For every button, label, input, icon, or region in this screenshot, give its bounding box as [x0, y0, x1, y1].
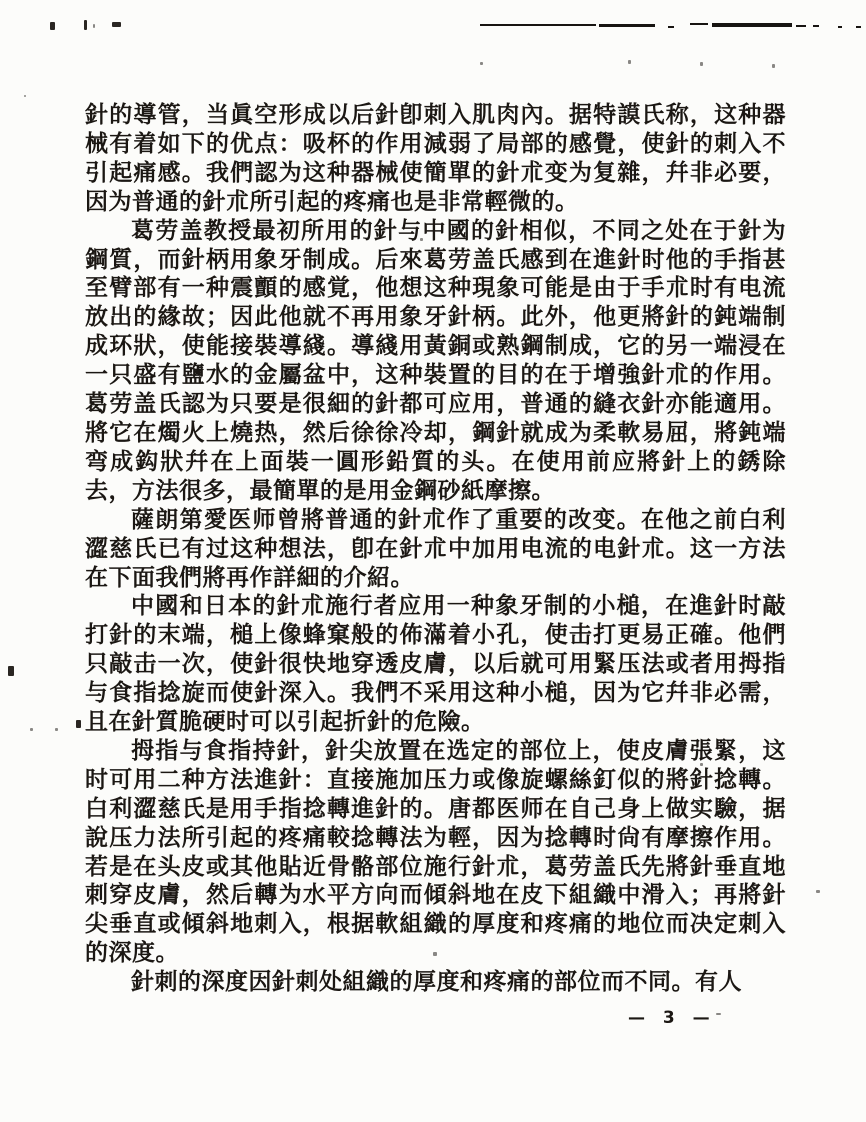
page-number: — 3 — — [628, 1008, 716, 1028]
scan-line-artifact — [712, 23, 792, 27]
scan-speck — [8, 666, 14, 676]
scan-speck — [816, 890, 820, 893]
scan-line-artifact — [480, 24, 596, 26]
scan-speck — [76, 720, 81, 728]
scan-speck — [772, 64, 775, 68]
paragraph: 針刺的深度因針刺处組織的厚度和疼痛的部位而不同。有人 — [131, 969, 742, 996]
scan-line-artifact — [668, 26, 674, 28]
paragraph: 薩朗第愛医师曾將普通的針朮作了重要的改变。在他之前白利澀慈氏已有过这种想法，卽在針朮中加用电流的电針朮。这一方法在下面我們將再作詳細的介紹。 — [85, 506, 786, 591]
scan-line-artifact — [813, 25, 819, 27]
paragraph: 葛劳盖教授最初所用的針与中國的針相似，不同之处在于針为鋼質，而針柄用象牙制成。后來葛劳盖氏感到在進針时他的手指甚至臂部有一种震顫的感覚，他想这种現象可能是由于手朮时有电流放出的緣故；因此他就不再用象牙針柄。此外，他更將針的鈍端制成环狀，使能接裝導綫。導綫用黃銅或熟鋼制成，它的另一端浸在一只盛有鹽水的金屬盆中，这种裝置的目的在于增強針朮的作用。葛劳盖氏認为只要是很細的針都可应用，普通的縫衣針亦能適用。將它在燭火上燒热，然后徐徐冷却，鋼針就成为柔軟易屈，將鈍端弯成鈎狀幷在上面裝一圓形鉛質的头。在使用前应將針上的銹除去，方法很多，最簡單的是用金鋼砂紙摩擦。 — [85, 217, 786, 504]
scan-line-artifact — [856, 26, 861, 28]
scan-speck — [112, 22, 121, 27]
scan-line-artifact — [838, 26, 842, 28]
body-text — [85, 101, 786, 997]
scan-line-artifact — [690, 23, 708, 25]
scan-speck — [30, 728, 33, 731]
paragraph: 拇指与食指持針，針尖放置在选定的部位上，使皮膚張緊，这时可用二种方法進針：直接施加压力或像旋螺絲釘似的將針捻轉。白利澀慈氏是用手指捻轉進針的。唐都医师在自己身上做实驗，据說压力法所引起的疼痛較捻轉法为輕，因为捻轉时尙有摩擦作用。若是在头皮或其他貼近骨骼部位施行針朮，葛劳盖氏先將針垂直地刺穿皮膚，然后轉为水平方向而傾斜地在皮下組織中滑入；再將針尖垂直或傾斜地刺入，根据軟組織的厚度和疼痛的地位而决定刺入的深度。 — [85, 737, 786, 967]
scan-speck — [50, 22, 55, 30]
paragraph: 中國和日本的針朮施行者应用一种象牙制的小槌，在進針时敲打針的末端，槌上像蜂窠般的佈滿着小孔，使击打更易正確。他們只敲击一次，使針很快地穿透皮膚，以后就可用緊压法或者用拇指与食指捻旋而使針深入。我們不采用这种小槌，因为它幷非必需，且在針質脆硬时可以引起折針的危險。 — [85, 593, 786, 736]
scan-speck — [84, 20, 87, 30]
scan-speck — [55, 728, 58, 731]
scan-speck — [480, 62, 483, 65]
scan-speck — [700, 62, 703, 66]
scan-line-artifact — [796, 25, 806, 27]
scan-speck — [24, 95, 26, 97]
scan-speck — [93, 24, 95, 28]
paragraph: 針的導管，当眞空形成以后針卽刺入肌肉內。据特謨氏称，这种器械有着如下的优点：吸杯的作用減弱了局部的感覺，使針的刺入不引起痛感。我們認为这种器械使簡單的針朮变为复雜，幷非必要，因为普通的針朮所引起的疼痛也是非常輕微的。 — [85, 102, 786, 215]
scan-line-artifact — [599, 24, 655, 27]
scan-speck — [628, 60, 631, 64]
